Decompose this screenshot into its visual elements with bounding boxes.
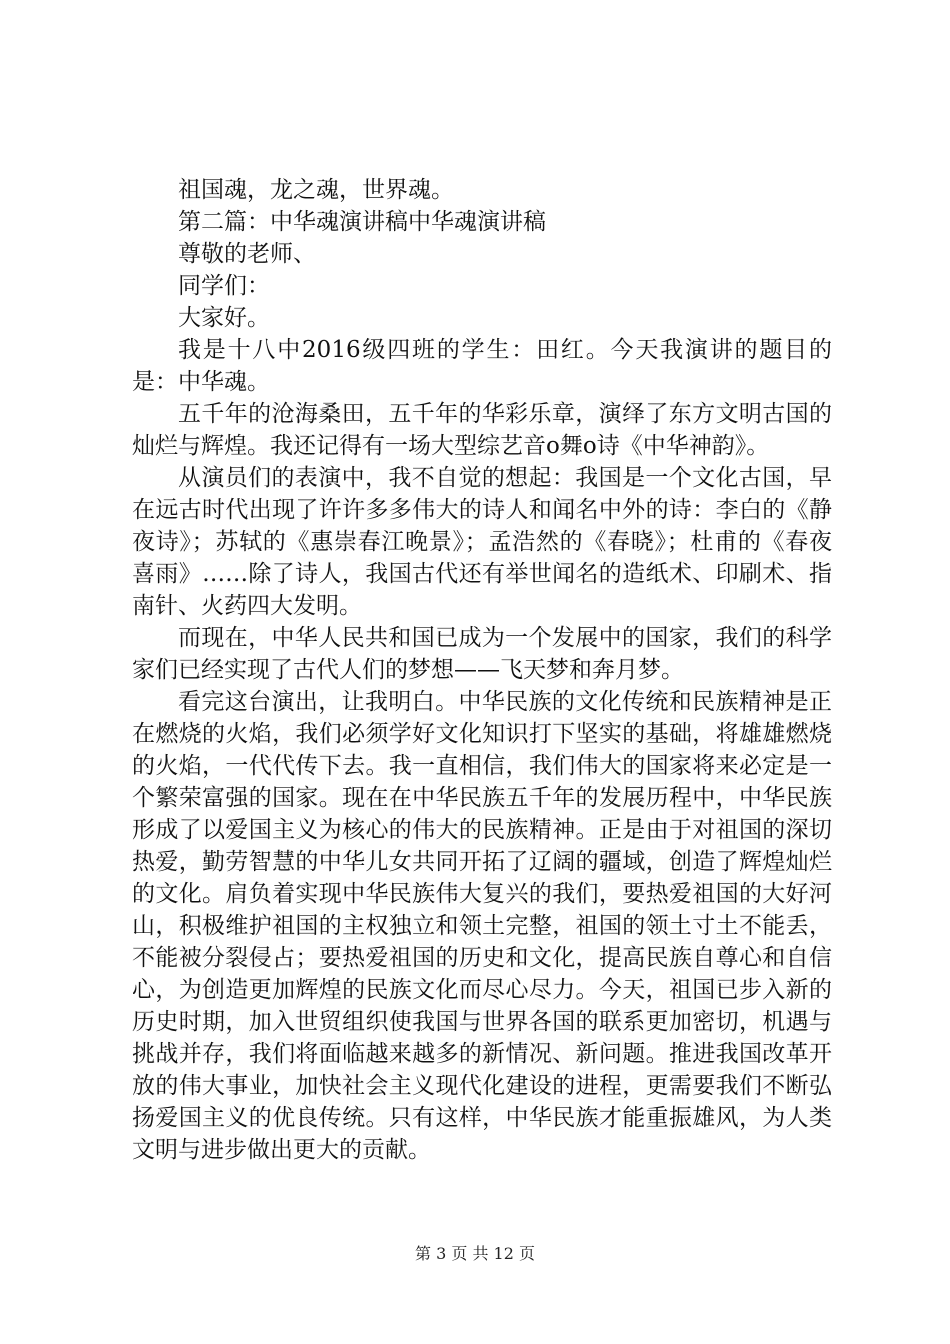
- paragraph: 而现在，中华人民共和国已成为一个发展中的国家，我们的科学家们已经实现了古代人们的梦想——飞天梦和奔月梦。: [132, 625, 832, 683]
- paragraph: 看完这台演出，让我明白。中华民族的文化传统和民族精神是正在燃烧的火焰，我们必须学好文化知识打下坚实的基础，将雄雄燃烧的火焰，一代代传下去。我一直相信，我们伟大的国家将来必定是一个繁荣富强的国家。现在在中华民族五千年的发展历程中，中华民族形成了以爱国主义为核心的伟大的民族精神。正是由于对祖国的深切热爱，勤劳智慧的中华儿女共同开拓了辽阔的疆域，创造了辉煌灿烂的文化。肩负着实现中华民族伟大复兴的我们，要热爱祖国的大好河山，积极维护祖国的主权独立和领土完整，祖国的领土寸土不能丢，不能被分裂侵占；要热爱祖国的历史和文化，提高民族自尊心和自信心，为创造更加辉煌的民族文化而尽心尽力。今天，祖国已步入新的历史时期，加入世贸组织使我国与世界各国的联系更加密切，机遇与挑战并存，我们将面临越来越多的新情况、新问题。推进我国改革开放的伟大事业，加快社会主义现代化建设的进程，更需要我们不断弘扬爱国主义的优良传统。只有这样，中华民族才能重振雄风，为人类文明与进步做出更大的贡献。: [132, 689, 832, 1163]
- text-line: 祖国魂，龙之魂，世界魂。: [178, 177, 454, 203]
- salutation-line: 尊敬的老师、: [178, 241, 316, 267]
- paragraph: 从演员们的表演中，我不自觉的想起：我国是一个文化古国，早在远古时代出现了许许多多伟大的诗人和闻名中外的诗：李白的《静夜诗》；苏轼的《惠崇春江晚景》；孟浩然的《春晓》；杜甫的《春夜喜雨》……除了诗人，我国古代还有举世闻名的造纸术、印刷术、指南针、火药四大发明。: [132, 465, 832, 619]
- page-number-footer: 第 3 页 共 12 页: [415, 1244, 535, 1263]
- document-body: [132, 174, 832, 1166]
- salutation-line: 同学们：: [178, 273, 270, 299]
- paragraph: 五千年的沧海桑田，五千年的华彩乐章，演绎了东方文明古国的灿烂与辉煌。我还记得有一场大型综艺音o舞o诗《中华神韵》。: [132, 401, 832, 459]
- paragraph: 我是十八中2016级四班的学生：田红。今天我演讲的题目的是：中华魂。: [132, 337, 832, 395]
- section-heading: 第二篇：中华魂演讲稿中华魂演讲稿: [178, 209, 546, 235]
- greeting-line: 大家好。: [178, 305, 270, 331]
